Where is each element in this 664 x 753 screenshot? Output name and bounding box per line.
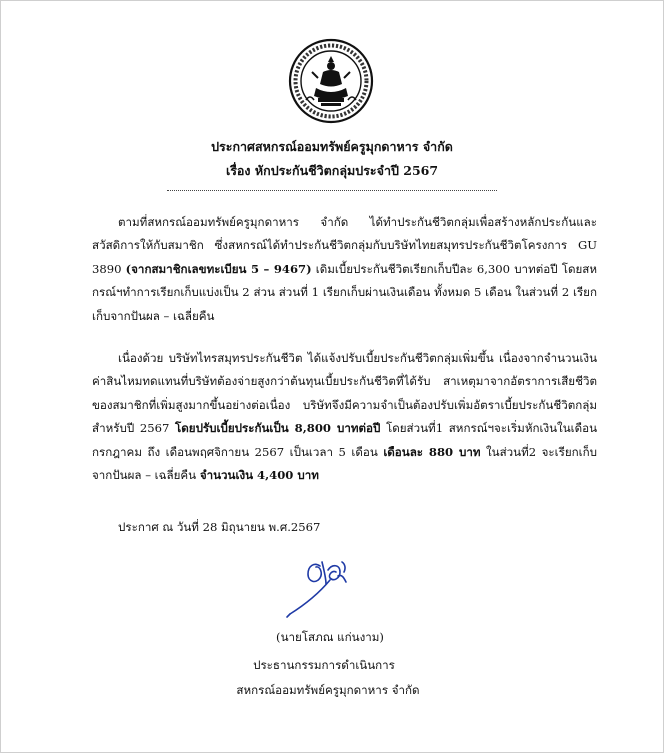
paragraph-background	[92, 211, 597, 328]
signer-name: (นายโสภณ แก่นงาม)	[276, 630, 384, 644]
signer-organization: สหกรณ์ออมทรัพย์ครูมุกดาหาร จำกัด	[236, 683, 420, 697]
p2-text-c: โดยส่วนที่1 สหกรณ์ฯจะเริ่มหักเงินในเดือนกรกฎาคม ถึง เดือนพฤศจิกายน 2567 เป็นเวลา 5 เดือน	[92, 421, 597, 459]
p2-dividend-amount: จำนวนเงิน 4,400 บาท	[199, 468, 319, 483]
p2-text-e: ในส่วนที่2 จะเรียกเก็บจากปันผล – เฉลี่ยคืน	[92, 444, 598, 483]
paragraph-premium-change	[92, 347, 597, 487]
p1-text-c: เดิมเบี้ยประกันชีวิตเรียกเก็บปีละ 6,300 บาทต่อปี โดยสหกรณ์ฯทำการเรียกเก็บแบ่งเป็น 2 ส่วน ส่วนที่ 1 เรียกเก็บผ่านเงินเดือน ทั้งหมด 5 เดือน ในส่วนที่ 2 เรียกเก็บจากปันผล – เฉลี่ยคืน	[92, 261, 597, 323]
p2-text-a: เนื่องด้วย บริษัทไทรสมุทรประกันชีวิต ได้แจ้งปรับเบี้ยประกันชีวิตกลุ่มเพิ่มขึ้น เนื่องจากจำนวนเงินค่าสินไหมทดแทนที่บริษัทต้องจ่ายสูงกว่าต้นทุนเบี้ยประกันชีวิตที่ได้รับ สาเหตุมาจากอัตราการเสียชีวิตของสมาชิกที่เพิ่มสูงมากขึ้นอย่างต่อเนื่อง บริษัทจึงมีความจำเป็นต้องปรับเพิ่มอัตราเบี้ยประกันชีวิตกลุ่มสำหรับปี 2567	[92, 351, 597, 436]
handwritten-signature-icon	[276, 552, 376, 624]
signer-position: ประธานกรรมการดำเนินการ	[253, 658, 395, 672]
p2-new-premium: โดยปรับเบี้ยประกันเป็น 8,800 บาทต่อปี	[175, 421, 381, 436]
p1-member-range: (จากสมาชิกเลขทะเบียน 5 – 9467)	[125, 261, 312, 276]
announcement-subject: เรื่อง หักประกันชีวิตกลุ่มประจำปี 2567	[225, 163, 439, 178]
p1-text-a: ตามที่สหกรณ์ออมทรัพย์ครูมุกดาหาร จำกัด ได้ทำประกันชีวิตกลุ่มเพื่อสร้างหลักประกันและสวัสดิการให้กับสมาชิก ซึ่งสหกรณ์ได้ทำประกันชีวิตกลุ่มกับบริษัทไทยสมุทรประกันชีวิตโครงการ GU 3890	[92, 215, 597, 276]
p2-monthly-amount: เดือนละ 880 บาท	[383, 444, 481, 459]
announcement-title: ประกาศสหกรณ์ออมทรัพย์ครูมุกดาหาร จำกัด	[211, 139, 453, 154]
cooperative-seal-icon	[288, 38, 374, 124]
dotted-divider	[167, 190, 497, 191]
announcement-date: ประกาศ ณ วันที่ 28 มิถุนายน พ.ศ.2567	[118, 520, 321, 534]
